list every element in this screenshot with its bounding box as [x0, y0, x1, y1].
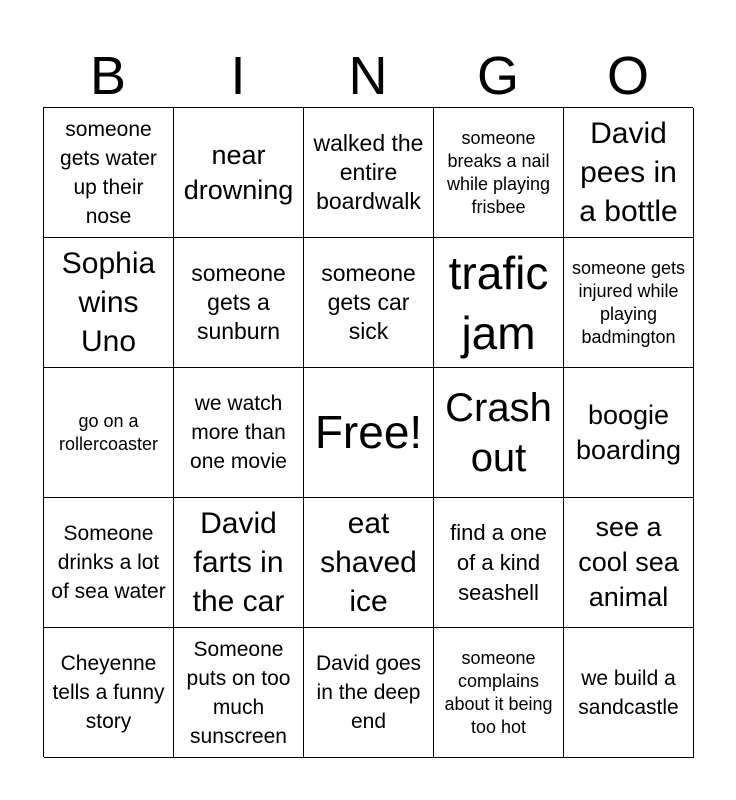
cell-text: David pees in a bottle [579, 117, 678, 228]
header-letter-i: I [230, 46, 246, 106]
bingo-cell[interactable] [44, 368, 174, 498]
bingo-cell[interactable] [174, 368, 304, 498]
cell-text: near drowning [183, 139, 294, 205]
cell-text: Crash out [445, 385, 552, 480]
free-space-cell[interactable] [304, 368, 434, 498]
bingo-cell[interactable] [434, 628, 564, 758]
cell-text: find a one of a kind seashell [450, 519, 547, 605]
bingo-cell[interactable] [434, 368, 564, 498]
bingo-cell[interactable] [44, 108, 174, 238]
cell-text: Cheyenne tells a funny story [52, 652, 165, 733]
cell-text: David farts in the car [192, 507, 285, 618]
bingo-cell[interactable] [174, 238, 304, 368]
bingo-header [43, 46, 693, 106]
cell-text: boogie boarding [575, 399, 682, 465]
bingo-cell[interactable] [564, 368, 694, 498]
bingo-cell[interactable] [304, 498, 434, 628]
cell-text: we build a sandcastle [578, 666, 679, 719]
cell-text: someone gets car sick [321, 260, 416, 344]
bingo-cell[interactable] [44, 238, 174, 368]
header-letter-n: N [348, 46, 388, 106]
bingo-cell[interactable] [174, 628, 304, 758]
cell-text: eat shaved ice [320, 507, 417, 618]
bingo-cell[interactable] [564, 108, 694, 238]
bingo-cell[interactable] [434, 108, 564, 238]
cell-text: walked the entire boardwalk [313, 130, 424, 214]
cell-text: someone complains about it being too hot [444, 647, 553, 737]
cell-text: Sophia wins Uno [61, 247, 156, 358]
cell-text: someone gets a sunburn [191, 260, 286, 344]
cell-text: trafic jam [448, 246, 549, 359]
cell-text: someone gets injured while playing badmington [571, 257, 686, 347]
cell-text: Someone puts on too much sunscreen [186, 637, 291, 748]
header-letter-g: G [476, 46, 519, 106]
bingo-cell[interactable] [304, 108, 434, 238]
cell-text: see a cool sea animal [578, 512, 679, 612]
header-letter-b: B [89, 46, 127, 106]
bingo-cell[interactable] [434, 498, 564, 628]
bingo-cell[interactable] [174, 108, 304, 238]
cell-text: go on a rollercoaster [58, 410, 159, 454]
bingo-cell[interactable] [174, 498, 304, 628]
cell-text: we watch more than one movie [190, 392, 287, 473]
bingo-cell[interactable] [564, 238, 694, 368]
bingo-cell[interactable] [434, 238, 564, 368]
bingo-cell[interactable] [304, 238, 434, 368]
cell-text: someone breaks a nail while playing frisbee [446, 127, 551, 217]
bingo-card-grid [43, 107, 693, 757]
bingo-cell[interactable] [304, 628, 434, 758]
cell-text: Someone drinks a lot of sea water [51, 522, 166, 603]
bingo-cell[interactable] [44, 498, 174, 628]
cell-text: someone gets water up their nose [60, 117, 157, 228]
free-space-text: Free! [314, 406, 423, 458]
bingo-cell[interactable] [564, 628, 694, 758]
cell-text: David goes in the deep end [315, 652, 422, 733]
bingo-cell[interactable] [44, 628, 174, 758]
bingo-cell[interactable] [564, 498, 694, 628]
header-letter-o: O [606, 46, 649, 106]
